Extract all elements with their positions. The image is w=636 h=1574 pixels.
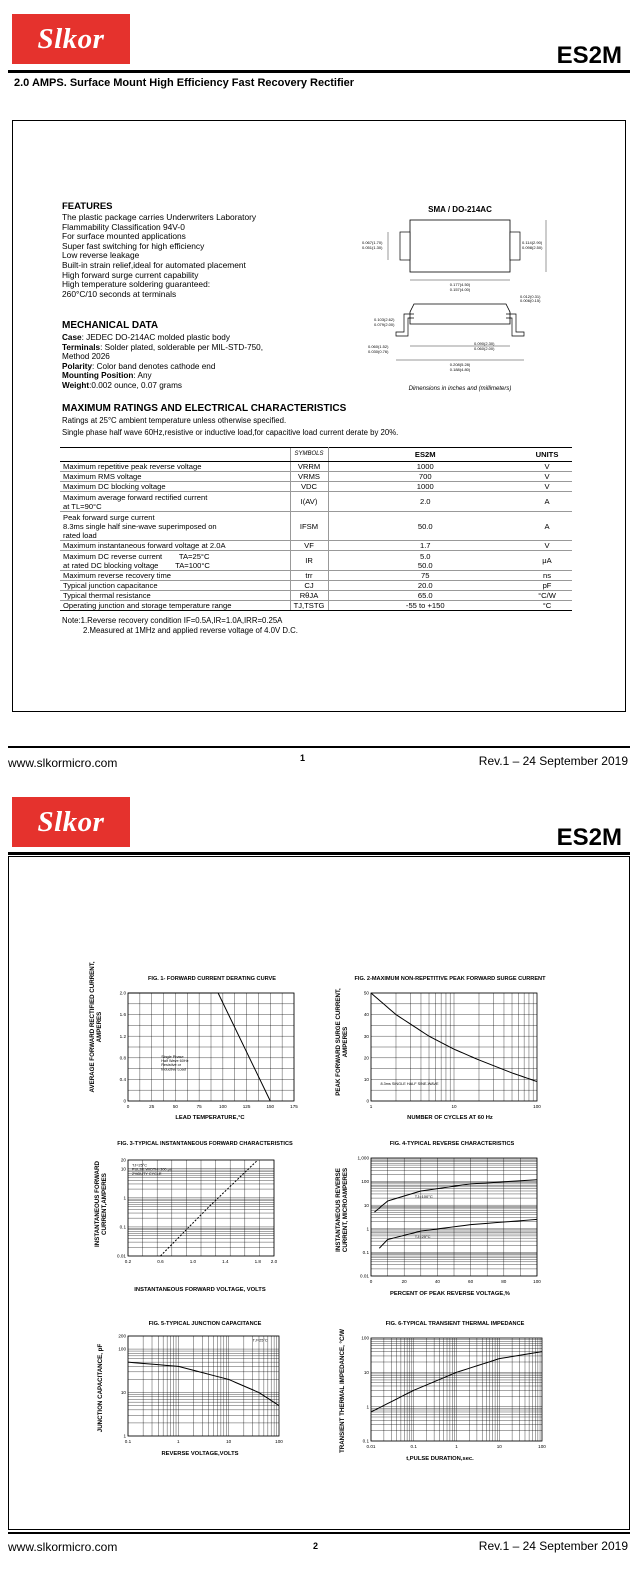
dim-label: 0.006(0.15) (520, 298, 541, 303)
param-line: rated load (63, 530, 97, 540)
y-tick-label: 100 (118, 1346, 126, 1352)
series-label: TJ=25°C (414, 1234, 431, 1240)
dim-label: 0.103(2.62) (374, 317, 395, 322)
dim-label: 0.098(2.50) (522, 245, 543, 250)
symbol-cell: VDC (290, 482, 328, 492)
value-cell (328, 472, 522, 482)
dim-label: 0.208(5.28) (449, 362, 471, 367)
table-header: ES2M (328, 448, 522, 462)
x-tick-label: 150 (266, 1104, 275, 1109)
x-tick-label: 0.6 (157, 1259, 164, 1264)
param-cell (60, 601, 290, 611)
unit-cell: pF (522, 581, 572, 591)
package-side-body (410, 304, 510, 324)
chart-title: FIG. 1- FORWARD CURRENT DERATING CURVE (147, 976, 277, 982)
mech-text: : Color band denotes cathode end (92, 361, 216, 371)
annotation-line: TJ=25°C (132, 1163, 147, 1168)
y-axis-label: JUNCTION CAPACITANCE, pF (97, 1343, 104, 1433)
symbol-cell: CJ (290, 581, 328, 591)
chart-title: FIG. 4-TYPICAL REVERSE CHARACTERISTICS (389, 1141, 515, 1147)
table-row (60, 492, 572, 512)
mech-line (62, 343, 263, 353)
symbol-cell: VF (290, 541, 328, 551)
x-tick-label: 1 (177, 1439, 180, 1444)
mech-label: Weight (62, 380, 90, 390)
x-tick-label: 0 (369, 1279, 373, 1284)
y-tick-label: 100 (361, 1179, 369, 1185)
table-row (60, 512, 572, 541)
chart-title: FIG. 5-TYPICAL JUNCTION CAPACITANCE (148, 1321, 262, 1327)
mech-line (62, 362, 263, 372)
y-tick-label: 10 (363, 1202, 369, 1208)
value-cell (328, 551, 522, 571)
mech-text: Method 2026 (62, 352, 110, 362)
package-caption: Dimensions in inches and (millimeters) (408, 386, 512, 392)
x-tick-label: 60 (468, 1279, 474, 1284)
document-subtitle: 2.0 AMPS. Surface Mount High Efficiency Fast Recovery Rectifier (14, 77, 355, 89)
feature-item: 260°C/10 seconds at terminals (62, 288, 177, 299)
chart-title: FIG. 6-TYPICAL TRANSIENT THERMAL IMPEDANCE (385, 1321, 525, 1327)
dim-label: 0.060(2.00) (474, 346, 495, 351)
mech-text: : JEDEC DO-214AC molded plastic body (81, 333, 230, 342)
dim-label: 0.012(0.31) (520, 294, 541, 299)
x-tick-label: 80 (501, 1279, 507, 1284)
y-tick-label: 0.01 (360, 1273, 369, 1279)
value-line: 1.7 (419, 541, 431, 550)
symbol-cell: IR (290, 551, 328, 571)
value-cell (328, 462, 522, 472)
mech-line (62, 371, 263, 381)
x-tick-label: 2.0 (270, 1259, 278, 1264)
dim-label: 0.030(0.76) (368, 349, 389, 354)
x-tick-label: 1.8 (254, 1259, 261, 1264)
x-tick-label: 1 (369, 1104, 373, 1109)
dim-label: 0.067(1.70) (362, 240, 383, 245)
chart-annotation (161, 1055, 188, 1072)
series-line (160, 1160, 257, 1256)
mechanical-title: MECHANICAL DATA (62, 320, 159, 331)
x-tick-label: 75 (196, 1104, 202, 1109)
y-tick-label: 10 (120, 1390, 126, 1396)
dim-label: 0.090(2.30) (474, 341, 495, 346)
value-line: 50.0 (417, 560, 433, 570)
param-cell (60, 591, 290, 601)
annotation-line: Inductive Load (161, 1067, 186, 1072)
feature-item: For surface mounted applications (62, 231, 186, 242)
y-tick-label: 100 (361, 1335, 369, 1341)
x-tick-label: 25 (149, 1104, 155, 1109)
x-tick-label: 1.0 (189, 1259, 197, 1264)
x-tick-label: 10 (226, 1439, 232, 1444)
feature-item: The plastic package carries Underwriters Laboratory (62, 212, 257, 222)
table-row (60, 581, 572, 591)
y-tick-label: 1,000 (357, 1155, 369, 1161)
param-line: Maximum RMS voltage (63, 472, 142, 481)
part-number: ES2M (556, 824, 622, 851)
x-axis-label: LEAD TEMPERATURE,°C (175, 1115, 245, 1121)
y-axis-label: AVERAGE FORWARD RECTIFIED CURRENT, AMPERES (89, 961, 103, 1093)
dim-label: 0.114(2.90) (522, 240, 543, 245)
y-tick-label: 10 (363, 1077, 369, 1082)
dim-label: 0.188(4.80) (449, 367, 471, 372)
annotation-line: 8.3ms SINGLE HALF SINE-WAVE (380, 1081, 439, 1086)
note-line: Note:1.Reverse recovery condition IF=0.5A,IR=1.0A,IRR=0.25A (62, 616, 283, 625)
y-axis-label: PEAK FORWARD SURGE CURRENT, AMPERES (335, 988, 349, 1096)
brand-logo: Slkor (12, 797, 130, 847)
feature-item: High forward surge current capability (62, 269, 199, 280)
y-tick-label: 2.0 (119, 990, 126, 996)
param-line: at rated DC blocking voltage TA=100°C (63, 560, 210, 570)
value-line: -55 to +150 (405, 601, 445, 610)
package-top-body (410, 220, 510, 272)
y-tick-label: 40 (363, 1012, 369, 1018)
y-axis-label: TRANSIENT THERMAL IMPEDANCE, °C/W (339, 1328, 346, 1454)
param-line: Maximum average forward rectified current (63, 492, 208, 502)
unit-cell: A (522, 492, 572, 512)
x-axis-label: INSTANTANEOUS FORWARD VOLTAGE, VOLTS (134, 1287, 266, 1293)
y-tick-label: 0.1 (362, 1438, 369, 1444)
value-line: 5.0 (419, 551, 431, 561)
table-row (60, 462, 572, 472)
chart-annotation (253, 1338, 268, 1342)
x-tick-label: 100 (275, 1439, 283, 1444)
unit-cell: V (522, 482, 572, 492)
table-header (60, 448, 290, 462)
param-cell (60, 472, 290, 482)
table-row (60, 482, 572, 492)
value-line: 1000 (416, 462, 434, 471)
value-cell (328, 541, 522, 551)
x-tick-label: 0 (126, 1104, 130, 1109)
param-line: 8.3ms single half sine-wave superimposed on (63, 521, 217, 531)
value-cell (328, 482, 522, 492)
chart-title: FIG. 2-MAXIMUM NON-REPETITIVE PEAK FORWARD SURGE CURRENT (354, 976, 546, 982)
symbol-cell: VRRM (290, 462, 328, 472)
value-line: 700 (418, 472, 432, 481)
param-cell (60, 541, 290, 551)
ratings-notes (62, 616, 298, 636)
param-line: Maximum instantaneous forward voltage at 2.0A (63, 541, 226, 550)
x-tick-label: 175 (290, 1104, 298, 1109)
param-line: Maximum DC blocking voltage (63, 482, 166, 491)
unit-cell: ns (522, 571, 572, 581)
note-line: 2.Measured at 1MHz and applied reverse voltage of 4.0V D.C. (83, 626, 298, 635)
part-number: ES2M (556, 42, 622, 69)
feature-item: Flammability Classification 94V-0 (62, 221, 185, 232)
chart-reverse-characteristics (355, 1150, 545, 1290)
mech-label: Terminals (62, 342, 101, 352)
feature-item: High temperature soldering guaranteed: (62, 279, 211, 290)
chart-forward-derating (112, 985, 302, 1115)
y-tick-label: 0.8 (119, 1055, 126, 1061)
header-divider (8, 852, 630, 855)
annotation-line: TJ=25°C (252, 1338, 268, 1343)
x-tick-label: 40 (434, 1279, 440, 1284)
chart-thermal-impedance (355, 1330, 550, 1455)
series-line (379, 1219, 537, 1248)
unit-cell: V (522, 472, 572, 482)
feature-item: Super fast switching for high efficiency (62, 240, 205, 251)
annotation-line: Single Phase (161, 1054, 184, 1059)
x-tick-label: 100 (538, 1444, 546, 1449)
unit-cell: °C/W (522, 591, 572, 601)
symbol-cell: VRMS (290, 472, 328, 482)
dim-label: 0.157(4.00) (449, 287, 471, 292)
param-line: Typical junction capacitance (63, 581, 158, 590)
value-line: 75 (421, 571, 430, 580)
header-divider (8, 70, 630, 73)
y-tick-label: 1 (123, 1195, 126, 1201)
param-cell (60, 581, 290, 591)
mech-line (62, 333, 263, 343)
unit-cell: V (522, 462, 572, 472)
value-cell (328, 512, 522, 541)
x-tick-label: 125 (242, 1104, 251, 1109)
x-tick-label: 1.4 (222, 1259, 229, 1264)
annotation-line: Half Wave 60Hz (161, 1059, 189, 1063)
param-line: Maximum reverse recovery time (63, 571, 172, 580)
y-tick-label: 0.4 (119, 1077, 126, 1082)
table-header: UNITS (522, 448, 572, 462)
table-row (60, 551, 572, 571)
param-line: Operating junction and storage temperature range (63, 601, 232, 610)
table-header: SYMBOLS (290, 448, 328, 462)
y-tick-label: 1 (366, 1226, 369, 1232)
param-cell (60, 462, 290, 472)
annotation-line: 2%DUTY CYCLE (132, 1171, 162, 1176)
mech-line (62, 352, 263, 362)
x-tick-label: 20 (401, 1279, 407, 1284)
x-tick-label: 100 (219, 1104, 227, 1109)
y-tick-label: 1 (123, 1433, 126, 1439)
y-tick-label: 0 (366, 1098, 369, 1104)
table-row (60, 472, 572, 482)
table-header-row (60, 448, 572, 462)
x-tick-label: 10 (451, 1104, 457, 1109)
y-tick-label: 20 (120, 1157, 126, 1163)
y-tick-label: 0.1 (119, 1224, 126, 1230)
series-label: TJ=100°C (414, 1193, 433, 1199)
y-tick-label: 20 (363, 1055, 369, 1061)
feature-item: Built-in strain relief,ideal for automated placement (62, 259, 246, 270)
package-top-lead-right (510, 232, 520, 260)
mech-text: : Any (133, 371, 152, 381)
annotation-line: PULSE WIDTH=300 μs (132, 1167, 172, 1172)
value-cell (328, 601, 522, 611)
x-tick-label: 100 (533, 1104, 541, 1109)
chart-junction-capacitance (112, 1328, 287, 1450)
mech-line (62, 381, 263, 391)
features-title: FEATURES (62, 201, 113, 212)
dim-label: 0.177(4.50) (449, 282, 471, 287)
value-line: 20.0 (417, 581, 433, 590)
value-line: 1000 (416, 482, 434, 491)
mech-label: Case (62, 333, 82, 342)
y-tick-label: 1 (366, 1404, 369, 1410)
table-row (60, 601, 572, 611)
ratings-conditions (62, 416, 398, 438)
features-list (62, 213, 256, 299)
y-tick-label: 0.1 (362, 1250, 369, 1255)
mech-text: :0.002 ounce, 0.07 grams (89, 380, 182, 390)
annotation-line: Resistive or (161, 1063, 182, 1068)
x-tick-label: 0.2 (124, 1259, 132, 1264)
unit-cell: °C (522, 601, 572, 611)
y-axis-label: INSTANTANEOUS REVERSE CURRENT, MICROAMPERES (335, 1167, 349, 1253)
table-row (60, 571, 572, 581)
param-cell (60, 482, 290, 492)
param-cell (60, 512, 290, 541)
param-line: Peak forward surge current (63, 512, 155, 522)
param-line: at TL=90°C (63, 501, 102, 511)
feature-item: Low reverse leakage (62, 250, 140, 261)
x-tick-label: 50 (172, 1104, 178, 1109)
value-cell (328, 591, 522, 601)
x-tick-label: 0.1 (410, 1444, 417, 1449)
chart-annotation (380, 1082, 438, 1086)
symbol-cell: IFSM (290, 512, 328, 541)
x-tick-label: 0.1 (124, 1439, 132, 1444)
x-tick-label: 0.01 (366, 1444, 376, 1449)
param-cell (60, 492, 290, 512)
package-top-lead-left (400, 232, 410, 260)
y-tick-label: 1.6 (119, 1012, 126, 1018)
y-tick-label: 50 (363, 990, 369, 996)
y-tick-label: 0.01 (117, 1253, 126, 1259)
footer-revision: Rev.1 – 24 September 2019 (478, 754, 628, 768)
unit-cell: μA (522, 551, 572, 571)
page-number: 2 (313, 1541, 319, 1551)
ratings-condition-line: Ratings at 25°C ambient temperature unless otherwise specified. (62, 416, 287, 425)
package-outline-drawing (360, 200, 560, 396)
ratings-table (60, 447, 572, 611)
dim-label: 0.051(1.30) (362, 245, 383, 250)
footer-website[interactable]: www.slkormicro.com (8, 1540, 118, 1554)
value-cell (328, 581, 522, 591)
value-line: 50.0 (417, 521, 433, 531)
value-line: 65.0 (417, 591, 433, 600)
param-line: Maximum DC reverse current TA=25°C (63, 551, 210, 561)
x-tick-label: 1 (455, 1444, 458, 1449)
page-number: 1 (300, 753, 306, 763)
table-row (60, 591, 572, 601)
x-axis-label: NUMBER OF CYCLES AT 60 Hz (407, 1115, 493, 1121)
unit-cell: A (522, 512, 572, 541)
x-tick-label: 100 (533, 1279, 541, 1284)
chart-surge-current (355, 985, 545, 1115)
ratings-title: MAXIMUM RATINGS AND ELECTRICAL CHARACTERISTICS (62, 403, 347, 414)
y-tick-label: 0 (123, 1098, 126, 1104)
chart-title: FIG. 3-TYPICAL INSTANTANEOUS FORWARD CHARACTERISTICS (117, 1141, 293, 1147)
x-tick-label: 10 (496, 1444, 502, 1449)
symbol-cell: trr (290, 571, 328, 581)
dim-label: 0.079(2.00) (374, 322, 395, 327)
y-axis-label: INSTANTANEOUS FORWARD CURRENT,AMPERES (94, 1161, 108, 1247)
param-cell (60, 551, 290, 571)
y-tick-label: 200 (118, 1333, 126, 1339)
brand-logo: Slkor (12, 14, 130, 64)
mech-text: : Solder plated, solderable per MIL-STD-750, (100, 342, 264, 352)
unit-cell: V (522, 541, 572, 551)
mech-label: Mounting Position (62, 371, 134, 381)
param-cell (60, 571, 290, 581)
footer-divider (8, 746, 630, 748)
mech-label: Polarity (62, 361, 93, 371)
x-axis-label: t,PULSE DURATION,sec. (406, 1456, 474, 1462)
param-line: Maximum repetitive peak reverse voltage (63, 462, 202, 471)
footer-divider (8, 1532, 630, 1534)
y-tick-label: 1.2 (119, 1033, 126, 1039)
param-line: Typical thermal resistance (63, 591, 151, 600)
symbol-cell: RθJA (290, 591, 328, 601)
value-cell (328, 492, 522, 512)
y-tick-label: 30 (363, 1033, 369, 1039)
symbol-cell: I(AV) (290, 492, 328, 512)
ratings-condition-line: Single phase half wave 60Hz,resistive or inductive load,for capacitive load current derate by 20%. (62, 428, 399, 437)
x-axis-label: REVERSE VOLTAGE,VOLTS (161, 1451, 239, 1457)
table-row (60, 541, 572, 551)
value-cell (328, 571, 522, 581)
y-tick-label: 10 (120, 1166, 126, 1172)
footer-revision: Rev.1 – 24 September 2019 (478, 1539, 628, 1553)
symbol-cell: TJ,TSTG (290, 601, 328, 611)
y-tick-label: 10 (363, 1369, 369, 1375)
mechanical-list (62, 333, 263, 391)
footer-website[interactable]: www.slkormicro.com (8, 756, 118, 770)
value-line: 2.0 (419, 497, 431, 506)
chart-annotation (132, 1163, 172, 1175)
chart-forward-characteristics (112, 1152, 282, 1270)
dim-label: 0.060(1.52) (368, 344, 389, 349)
package-title: SMA / DO-214AC (428, 205, 492, 214)
x-axis-label: PERCENT OF PEAK REVERSE VOLTAGE,% (390, 1291, 510, 1297)
